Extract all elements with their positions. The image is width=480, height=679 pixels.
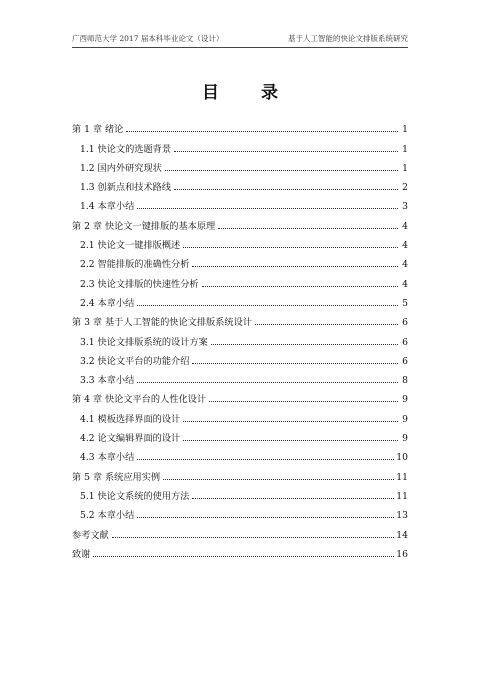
toc-leader-dots <box>137 304 398 306</box>
toc-leader-dots <box>93 555 394 557</box>
toc-leader-dots <box>174 150 398 152</box>
toc-chapter-entry[interactable] <box>72 212 408 231</box>
toc-page-number: 14 <box>396 529 408 541</box>
toc-leader-dots <box>218 227 398 229</box>
toc-page-number: 3 <box>402 201 408 213</box>
toc-entry-label: 第 4 章 快论文平台的人性化设计 <box>72 394 207 406</box>
header-left-text: 广西师范大学 2017 届本科毕业论文（设计） <box>72 33 224 43</box>
toc-section-entry[interactable] <box>72 251 408 270</box>
toc-section-entry[interactable] <box>72 290 408 309</box>
toc-leader-dots <box>192 362 398 364</box>
toc-leader-dots <box>165 169 398 171</box>
toc-page-number: 9 <box>402 433 408 445</box>
toc-leader-dots <box>183 439 398 441</box>
toc-entry-label: 2.1 快论文一键排版概述 <box>80 240 181 252</box>
toc-entry-label: 3.3 本章小结 <box>80 375 135 387</box>
toc-leader-dots <box>174 188 398 190</box>
toc-entry-label: 1.3 创新点和技术路线 <box>80 182 172 194</box>
toc-entry-label: 4.2 论文编辑界面的设计 <box>80 433 181 445</box>
toc-chapter-entry[interactable] <box>72 541 408 560</box>
toc-entry-label: 致谢 <box>72 548 91 560</box>
toc-page-number: 4 <box>402 259 408 271</box>
toc-entry-label: 1.1 快论文的选题背景 <box>80 143 172 155</box>
toc-entry-label: 3.1 快论文排版系统的设计方案 <box>80 336 208 348</box>
toc-entry-label: 4.1 模板选择界面的设计 <box>80 413 181 425</box>
toc-leader-dots <box>209 400 398 402</box>
toc-section-entry[interactable] <box>72 367 408 386</box>
toc-entry-label: 2.3 快论文排版的快速性分析 <box>80 278 199 290</box>
toc-section-entry[interactable] <box>72 502 408 521</box>
toc-page-number: 4 <box>402 240 408 252</box>
toc-leader-dots <box>192 497 394 499</box>
toc-section-entry[interactable] <box>72 444 408 463</box>
toc-page-number: 11 <box>396 490 408 502</box>
header-rule <box>72 47 408 48</box>
toc-leader-dots <box>255 323 398 325</box>
toc-page-number: 9 <box>402 413 408 425</box>
toc-chapter-entry[interactable] <box>72 463 408 482</box>
toc-entry-label: 第 1 章 绪论 <box>72 124 124 136</box>
toc-page-number: 5 <box>402 297 408 309</box>
toc-page-number: 1 <box>402 143 408 155</box>
toc-section-entry[interactable] <box>72 348 408 367</box>
toc-section-entry[interactable] <box>72 135 408 154</box>
toc-entry-label: 2.4 本章小结 <box>80 297 135 309</box>
toc-page-number: 10 <box>396 452 408 464</box>
toc-leader-dots <box>163 478 394 480</box>
toc-page-number: 4 <box>402 220 408 232</box>
toc-page-number: 2 <box>402 182 408 194</box>
page-header <box>72 31 408 45</box>
toc-chapter-entry[interactable] <box>72 521 408 540</box>
toc-section-entry[interactable] <box>72 193 408 212</box>
toc-section-entry[interactable] <box>72 425 408 444</box>
toc-page-number: 6 <box>402 355 408 367</box>
toc-section-entry[interactable] <box>72 232 408 251</box>
toc-leader-dots <box>211 343 398 345</box>
toc-entry-label: 4.3 本章小结 <box>80 452 135 464</box>
toc-chapter-entry[interactable] <box>72 386 408 405</box>
toc-leader-dots <box>192 265 398 267</box>
header-right-text: 基于人工智能的快论文排版系统研究 <box>288 33 408 43</box>
toc-page-number: 9 <box>402 394 408 406</box>
toc-leader-dots <box>126 130 398 132</box>
toc-page-number: 11 <box>396 471 408 483</box>
toc-page-number: 13 <box>396 510 408 522</box>
toc-section-entry[interactable] <box>72 155 408 174</box>
toc-entry-label: 3.2 快论文平台的功能介绍 <box>80 355 190 367</box>
toc-entry-label: 1.2 国内外研究现状 <box>80 162 162 174</box>
toc-page-number: 6 <box>402 317 408 329</box>
toc-title: 目 录 <box>202 83 296 103</box>
toc-section-entry[interactable] <box>72 174 408 193</box>
toc-page-number: 6 <box>402 336 408 348</box>
toc-leader-dots <box>183 246 398 248</box>
toc-entry-label: 第 3 章 基于人工智能的快论文排版系统设计 <box>72 317 252 329</box>
toc-leader-dots <box>202 285 398 287</box>
toc-leader-dots <box>137 207 398 209</box>
toc-leader-dots <box>183 420 398 422</box>
toc-leader-dots <box>112 536 395 538</box>
toc-page-number: 16 <box>396 548 408 560</box>
toc-entry-label: 第 5 章 系统应用实例 <box>72 471 161 483</box>
toc-entry-label: 第 2 章 快论文一键排版的基本原理 <box>72 220 216 232</box>
toc-entry-label: 2.2 智能排版的准确性分析 <box>80 259 190 271</box>
toc-entry-label: 1.4 本章小结 <box>80 201 135 213</box>
toc-entry-label: 5.2 本章小结 <box>80 510 135 522</box>
toc-section-entry[interactable] <box>72 270 408 289</box>
toc-leader-dots <box>137 458 394 460</box>
toc-chapter-entry[interactable] <box>72 309 408 328</box>
toc-section-entry[interactable] <box>72 483 408 502</box>
toc-chapter-entry[interactable] <box>72 116 408 135</box>
toc-entry-label: 5.1 快论文系统的使用方法 <box>80 490 190 502</box>
toc-page-number: 1 <box>402 162 408 174</box>
toc-page-number: 8 <box>402 375 408 387</box>
toc-section-entry[interactable] <box>72 405 408 424</box>
toc-page-number: 1 <box>402 124 408 136</box>
toc-entry-label: 参考文献 <box>72 529 109 541</box>
toc-leader-dots <box>137 516 394 518</box>
toc-leader-dots <box>137 381 398 383</box>
toc-page-number: 4 <box>402 278 408 290</box>
table-of-contents <box>72 116 408 560</box>
toc-section-entry[interactable] <box>72 328 408 347</box>
